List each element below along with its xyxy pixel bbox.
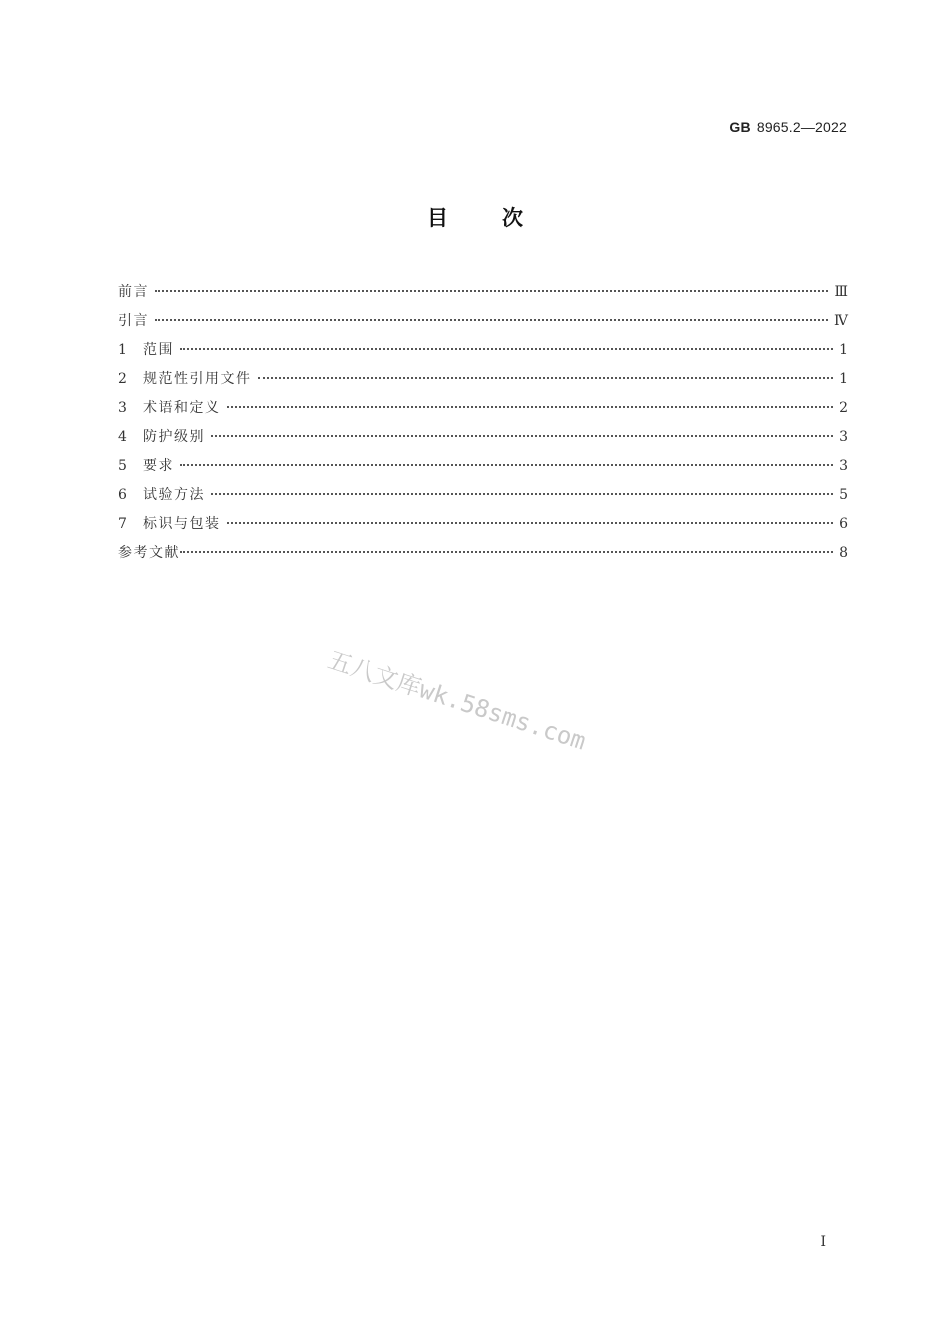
toc-entry-label: 引言 xyxy=(118,313,149,329)
toc-entry-page: Ⅲ xyxy=(834,284,848,300)
toc-leader xyxy=(258,377,834,379)
toc-entry-test-methods[interactable] xyxy=(118,484,848,513)
toc-entry-page: 3 xyxy=(839,458,848,474)
toc-entry-label: 术语和定义 xyxy=(143,400,221,416)
toc-entry-page: 1 xyxy=(839,342,848,358)
toc-entry-number: 2 xyxy=(118,371,127,387)
standard-code xyxy=(729,119,847,135)
toc-entry-page: 3 xyxy=(839,429,848,445)
toc-entry-page: 5 xyxy=(839,487,848,503)
toc-entry-page: 1 xyxy=(839,371,848,387)
toc-entry-label: 标识与包装 xyxy=(143,516,221,532)
page-number: I xyxy=(820,1234,826,1250)
toc-leader xyxy=(211,435,833,437)
standard-prefix: GB xyxy=(729,119,751,135)
toc-entry-page: 8 xyxy=(839,545,848,561)
toc-leader xyxy=(155,290,828,292)
table-of-contents xyxy=(118,281,848,571)
toc-entry-scope[interactable] xyxy=(118,339,848,368)
toc-entry-number: 7 xyxy=(118,516,127,532)
toc-entry-marking-packaging[interactable] xyxy=(118,513,848,542)
toc-entry-normative-references[interactable] xyxy=(118,368,848,397)
toc-entry-label: 规范性引用文件 xyxy=(143,371,252,387)
toc-leader xyxy=(211,493,833,495)
toc-entry-label: 范围 xyxy=(143,342,174,358)
toc-entry-number: 1 xyxy=(118,342,127,358)
toc-leader xyxy=(155,319,828,321)
toc-entry-foreword[interactable] xyxy=(118,281,848,310)
toc-entry-label: 要求 xyxy=(143,458,174,474)
toc-entry-page: Ⅳ xyxy=(834,313,848,329)
toc-entry-number: 6 xyxy=(118,487,127,503)
toc-entry-label: 试验方法 xyxy=(143,487,205,503)
toc-leader xyxy=(180,551,833,553)
watermark: 五八文库wk.58sms.com xyxy=(324,645,590,756)
page-title: 目次 xyxy=(427,206,577,230)
toc-entry-introduction[interactable] xyxy=(118,310,848,339)
toc-leader xyxy=(180,464,833,466)
toc-entry-label: 前言 xyxy=(118,284,149,300)
toc-entry-bibliography[interactable] xyxy=(118,542,848,571)
toc-leader xyxy=(180,348,833,350)
toc-leader xyxy=(227,406,834,408)
toc-entry-page: 2 xyxy=(839,400,848,416)
toc-entry-number: 5 xyxy=(118,458,127,474)
toc-entry-number: 3 xyxy=(118,400,127,416)
toc-entry-page: 6 xyxy=(839,516,848,532)
toc-entry-requirements[interactable] xyxy=(118,455,848,484)
toc-entry-terms-definitions[interactable] xyxy=(118,397,848,426)
toc-leader xyxy=(227,522,834,524)
standard-number: 8965.2—2022 xyxy=(756,119,847,135)
toc-entry-number: 4 xyxy=(118,429,127,445)
toc-entry-protection-levels[interactable] xyxy=(118,426,848,455)
toc-entry-label: 防护级别 xyxy=(143,429,205,445)
toc-entry-label: 参考文献 xyxy=(118,545,180,561)
